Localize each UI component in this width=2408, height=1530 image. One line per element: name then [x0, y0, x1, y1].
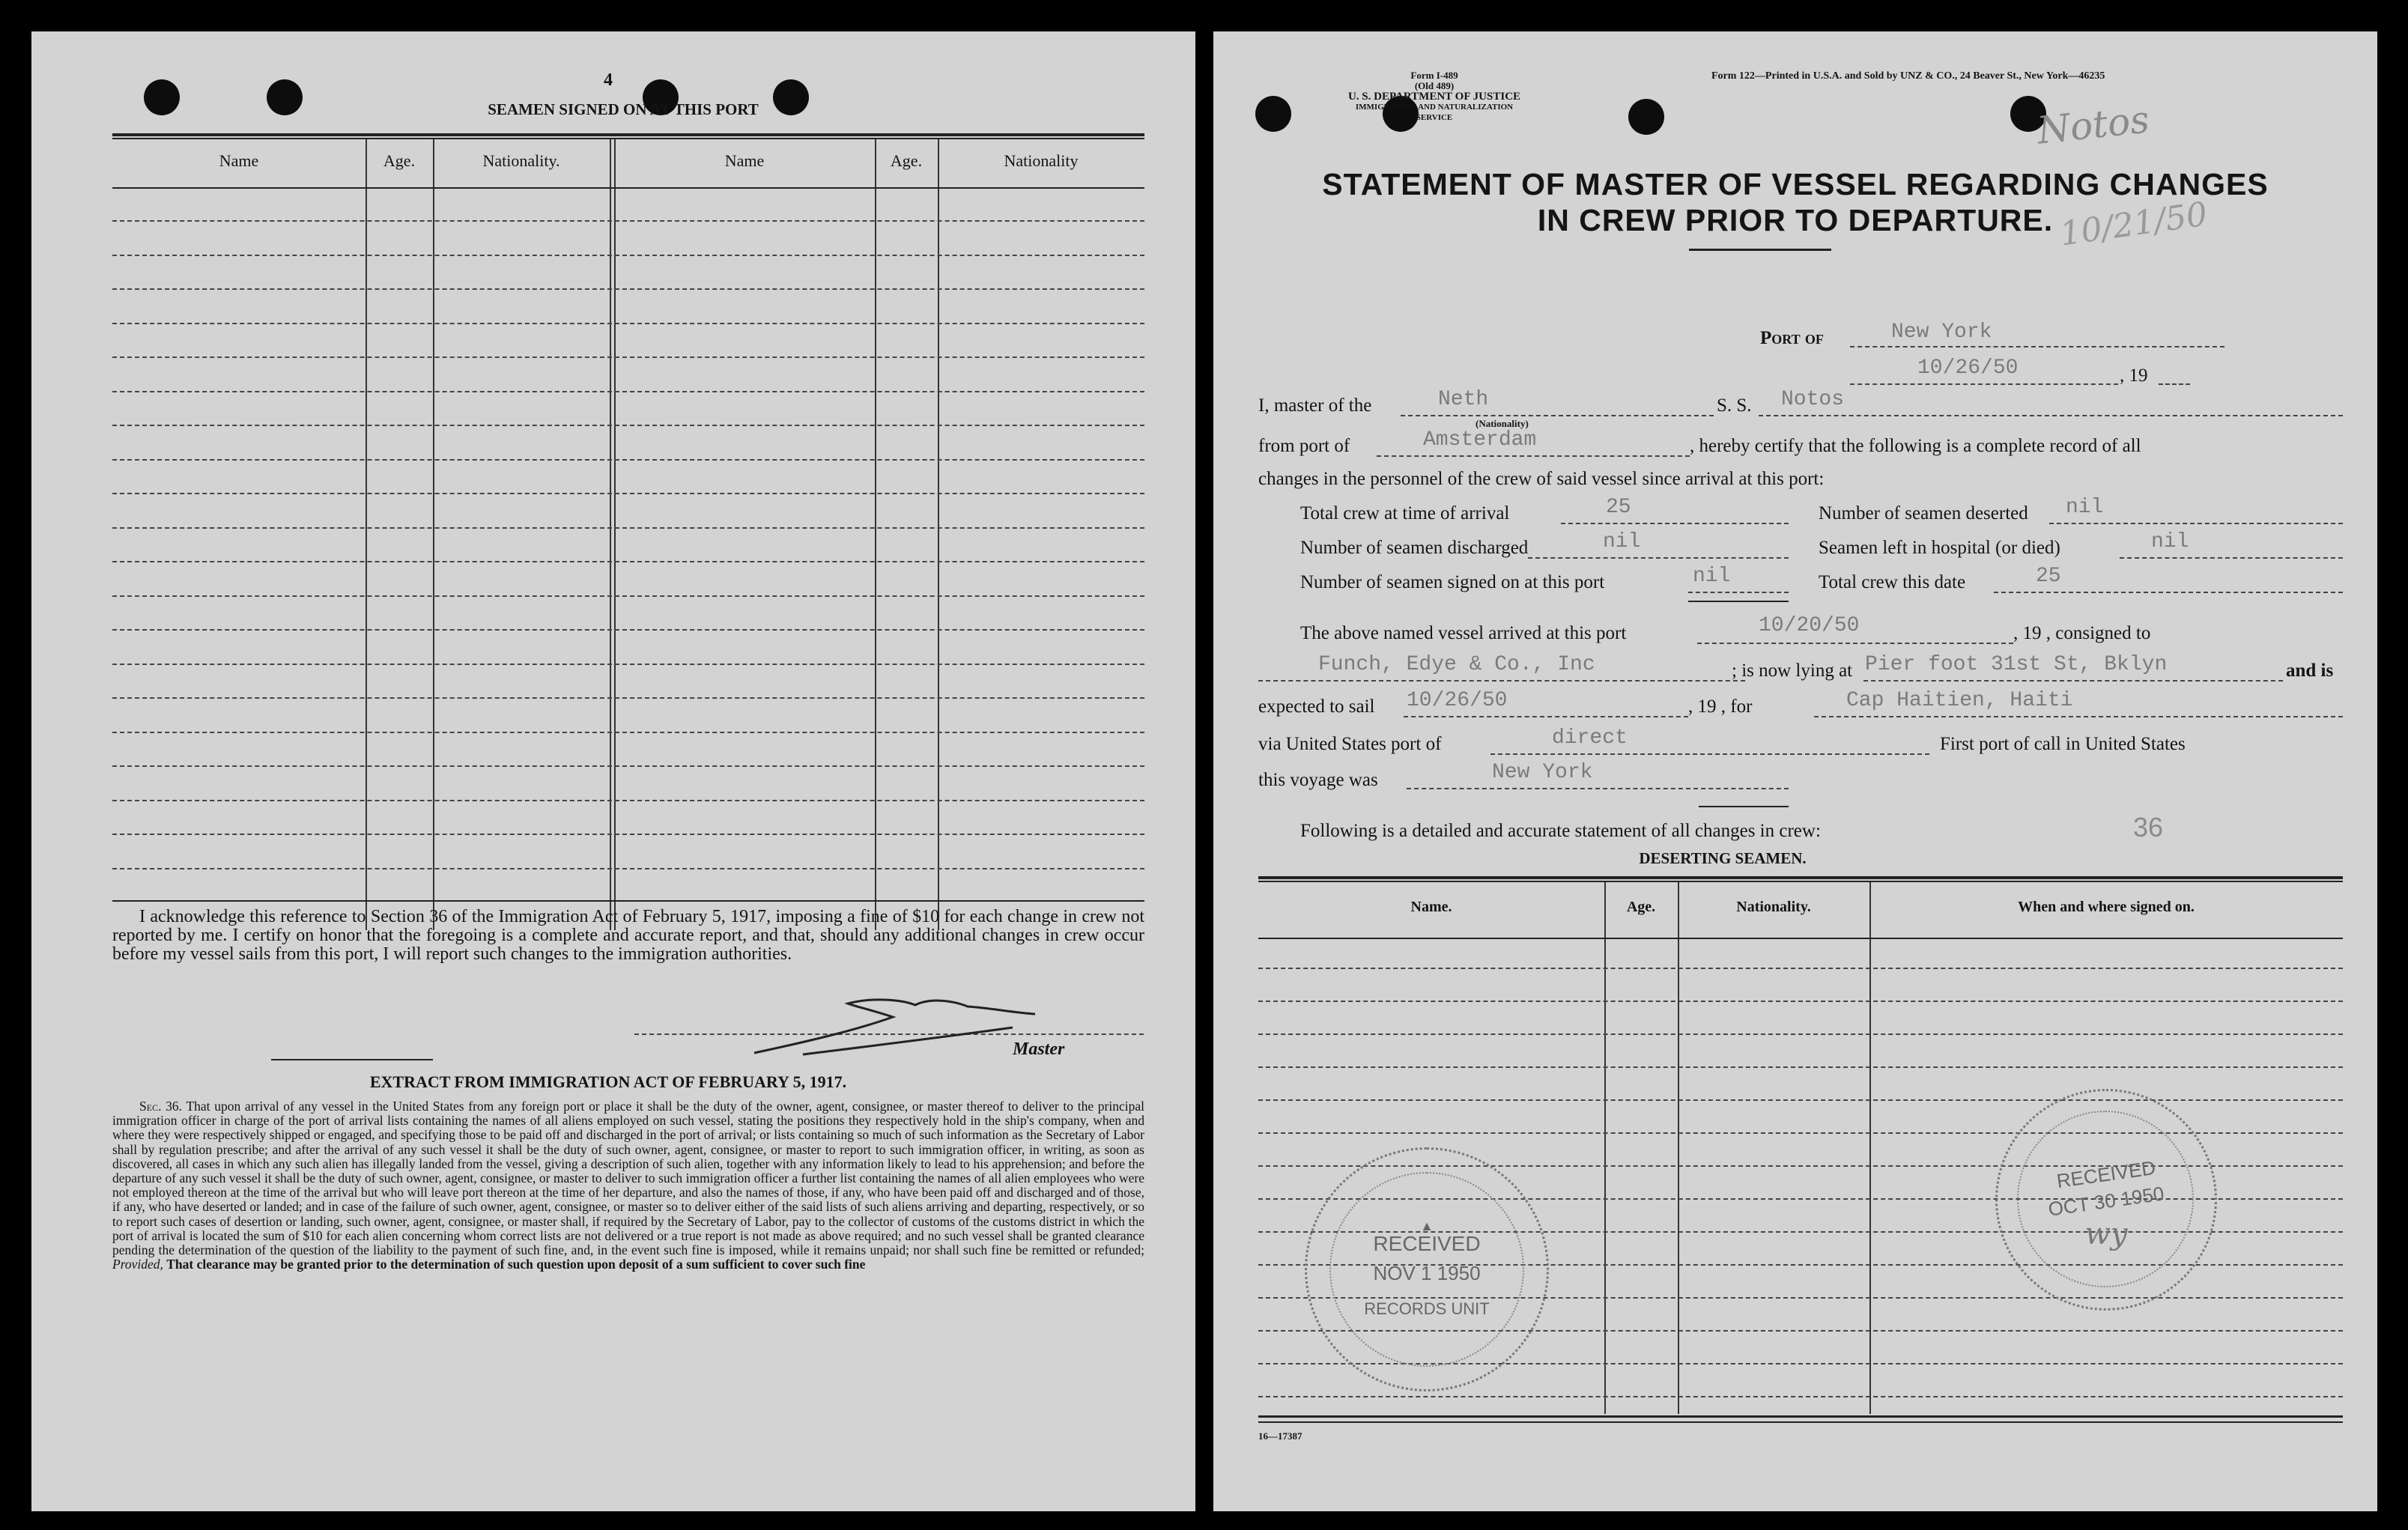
stamp-received: RECEIVED: [2055, 1156, 2157, 1193]
form-old: (Old 489): [1414, 80, 1455, 91]
col-when-where: When and where signed on.: [2018, 899, 2195, 915]
section-label: Sec. 36.: [139, 1099, 183, 1114]
table-row-rule: [112, 255, 1144, 256]
discharged-value: nil: [1603, 530, 1641, 553]
col-age: Age.: [1626, 899, 1656, 915]
section-mark: 36: [2133, 812, 2164, 843]
master-signature: [743, 984, 1058, 1066]
table-row-rule: [112, 697, 1144, 699]
total-crew-arrival-value: 25: [1606, 496, 1631, 519]
acknowledgement-text: I acknowledge this reference to Section 36 of the Immigration Act of February 5, 1917, imposing a fine of $10 for each change in crew not reported by me. I certify on honor that the foregoing is a complete and accurate report, and that, should any additional changes in crew occur before my vessel sails from this port, I will report such changes to the immigration authorities.: [112, 907, 1144, 964]
extract-title: EXTRACT FROM IMMIGRATION ACT OF FEBRUARY 5, 1917.: [369, 1072, 847, 1091]
stamp-initials: wy: [2084, 1217, 2128, 1251]
via-label: via United States port of: [1258, 734, 1442, 754]
punch-hole: [1255, 96, 1291, 132]
master-label: Master: [1013, 1039, 1065, 1059]
total-today-label: Total crew this date: [1819, 572, 1966, 592]
for-label: , 19 , for: [1688, 696, 1753, 717]
table-row-rule: [1258, 1001, 2343, 1002]
table-row-rule: [112, 664, 1144, 665]
total-crew-arrival-label: Total crew at time of arrival: [1300, 503, 1510, 523]
table-row-rule: [112, 356, 1144, 358]
handwritten-ship-name: Notos: [2035, 97, 2152, 153]
received-stamp-oct: [1995, 1089, 2217, 1311]
printer-line: Form 122—Printed in U.S.A. and Sold by UNZ & CO., 24 Beaver St., New York—46235: [1711, 70, 2105, 82]
form-title: [1213, 166, 2377, 238]
section-title: SEAMEN SIGNED ON AT THIS PORT: [488, 100, 759, 118]
table-row-rule: [112, 459, 1144, 461]
table-row-rule: [112, 868, 1144, 869]
table-row-rule: [1258, 1033, 2343, 1035]
col-name: Name: [219, 151, 259, 170]
table-row-rule: [112, 425, 1144, 426]
stamp-received: RECEIVED: [1373, 1232, 1481, 1255]
table-row-rule: [112, 834, 1144, 835]
col-name-2: Name: [724, 151, 765, 170]
consignee-value: Funch, Edye & Co., Inc: [1318, 653, 1595, 676]
consigned-label: , 19 , consigned to: [2013, 623, 2151, 643]
received-stamp-nov: [1305, 1147, 1549, 1391]
ss-label: S. S.: [1717, 395, 1752, 416]
handwritten-date: 10/21/50: [2057, 195, 2210, 254]
punch-hole: [144, 79, 180, 115]
table-row-rule: [112, 732, 1144, 733]
table-row-rule: [112, 527, 1144, 529]
hospital-label: Seamen left in hospital (or died): [1819, 538, 2060, 558]
nationality-caption: (Nationality): [1476, 418, 1529, 429]
provided-body: That clearance may be granted prior to the determination of such question upon deposit of a sum sufficient to cover such fine: [166, 1257, 866, 1272]
voyage-value: New York: [1492, 761, 1593, 784]
table-row-rule: [112, 391, 1144, 392]
lying-label: ; is now lying at: [1732, 661, 1853, 681]
certify-text: , hereby certify that the following is a complete record of all: [1690, 436, 2141, 456]
section-body: That upon arrival of any vessel in the United States from any foreign port or place it shall be the duty of the owner, agent, consignee, or master thereof to deliver to the principal immigration officer in charge of the port of arrival lists containing the names of all aliens employed on such vessel, stating the positions they respectively hold in the ship's company, when and where they were respectively shipped or engaged, and specifying those to be paid off and discharged in the port of arrival; or lists containing so much of such information as the Secretary of Labor shall by regulation prescribe; and after the arrival of any such vessel it shall be the duty of such owner, agent, consignee, or master to report to such immigration officer, in writing, as soon as discovered, all cases in which any such alien has illegally landed from the vessel, giving a description of such alien, together with any information likely to lead to his apprehension; and before the departure of any such vessel it shall be the duty of such owner, agent, consignee, or master to deliver to such immigration officer a further list containing the names of all alien employees who were not employed thereon at the time of the arrival but who will leave port thereon at the time of her departure, and also the names of those, if any, who have been paid off and discharged and of those, if any, who have deserted or landed; and in case of the failure of such owner, agent, consignee, or master so to deliver either of the said lists of such aliens arriving and departing, respectively, or so to report such cases of desertion or landing, such owner, agent, consignee, or master shall, if required by the Secretary of Labor, pay to the collector of customs of the customs district in which the port of arrival is located the sum of $10 for each alien concerning whom correct lists are not delivered or a true report is not made as above required; and no such vessel shall be granted clearance pending the determination of the question of the liability to the payment of such fine, and, in the event such fine is imposed, while it remains unpaid; nor shall such fine be remitted or refunded;: [112, 1099, 1144, 1258]
service: IMMIGRATION AND NATURALIZATION SERVICE: [1355, 103, 1514, 122]
date-value: 10/26/50: [1917, 356, 2019, 380]
deserted-value: nil: [2066, 496, 2104, 519]
table-row-rule: [1258, 1066, 2343, 1068]
provided-label: Provided,: [112, 1257, 163, 1272]
lying-value: Pier foot 31st St, Bklyn: [1865, 653, 2168, 676]
deserting-title: DESERTING SEAMEN.: [1639, 849, 1807, 867]
voyage-label: this voyage was: [1258, 770, 1378, 790]
table-row-rule: [1258, 968, 2343, 969]
table-row-rule: [112, 288, 1144, 290]
col-nationality: Nationality.: [1736, 899, 1811, 915]
expected-label: expected to sail: [1258, 696, 1375, 717]
col-nationality-2: Nationality: [1004, 151, 1079, 170]
first-port-label: First port of call in United States: [1940, 734, 2186, 754]
col-name: Name.: [1410, 899, 1452, 915]
col-nationality: Nationality.: [482, 151, 560, 170]
nationality-value: Neth: [1438, 388, 1489, 411]
table-row-rule: [112, 220, 1144, 222]
following-text: Following is a detailed and accurate statement of all changes in crew:: [1300, 821, 1821, 841]
left-page: [31, 31, 1195, 1511]
master-label: I, master of the: [1258, 395, 1372, 416]
table-row-rule: [112, 765, 1144, 767]
stamp-records-unit: RECORDS UNIT: [1364, 1299, 1490, 1318]
year-prefix: , 19: [2120, 365, 2148, 386]
for-value: Cap Haitien, Haiti: [1846, 689, 2073, 712]
deserted-label: Number of seamen deserted: [1819, 503, 2028, 523]
table-row-rule: [112, 493, 1144, 494]
from-port-value: Amsterdam: [1423, 428, 1537, 452]
port-label: Port of: [1760, 328, 1824, 348]
table-row-rule: [112, 323, 1144, 324]
signed-on-label: Number of seamen signed on at this port: [1300, 572, 1605, 592]
hospital-value: nil: [2151, 530, 2189, 553]
from-port-label: from port of: [1258, 436, 1350, 456]
footer-code: 16—17387: [1258, 1430, 1302, 1442]
table-row-rule: [1258, 1099, 2343, 1101]
section-36-text: [112, 1099, 1144, 1272]
table-row-rule: [1258, 1396, 2343, 1397]
table-row-rule: [112, 629, 1144, 631]
signed-on-value: nil: [1693, 565, 1731, 588]
arrived-label: The above named vessel arrived at this port: [1300, 623, 1627, 643]
department: U. S. DEPARTMENT OF JUSTICE: [1347, 91, 1521, 103]
page-number: 4: [604, 70, 613, 90]
stamp-arrow-icon: ▲: [1420, 1218, 1434, 1233]
punch-hole: [1628, 99, 1664, 135]
changes-text: changes in the personnel of the crew of said vessel since arrival at this port:: [1258, 469, 1825, 489]
title-line-2: IN CREW PRIOR TO DEPARTURE.: [1537, 203, 2054, 237]
expected-value: 10/26/50: [1407, 689, 1508, 712]
via-value: direct: [1552, 726, 1628, 750]
table-row-rule: [112, 595, 1144, 597]
stamp-date: NOV 1 1950: [1373, 1262, 1481, 1284]
and-is: and is: [2286, 661, 2334, 681]
port-value: New York: [1891, 321, 1992, 344]
col-age: Age.: [383, 151, 416, 170]
form-id: Form I-489: [1410, 70, 1458, 81]
form-id-block: [1337, 70, 1532, 123]
stamp-date: OCT 30 1950: [2046, 1182, 2166, 1221]
title-line-1: STATEMENT OF MASTER OF VESSEL REGARDING CHANGES: [1322, 167, 2269, 201]
table-row-rule: [112, 800, 1144, 801]
punch-hole: [267, 79, 303, 115]
arrived-value: 10/20/50: [1759, 614, 1860, 637]
col-age-2: Age.: [890, 151, 923, 170]
discharged-label: Number of seamen discharged: [1300, 538, 1529, 558]
table-row-rule: [112, 561, 1144, 562]
total-today-value: 25: [2036, 565, 2061, 588]
ship-value: Notos: [1781, 388, 1845, 411]
